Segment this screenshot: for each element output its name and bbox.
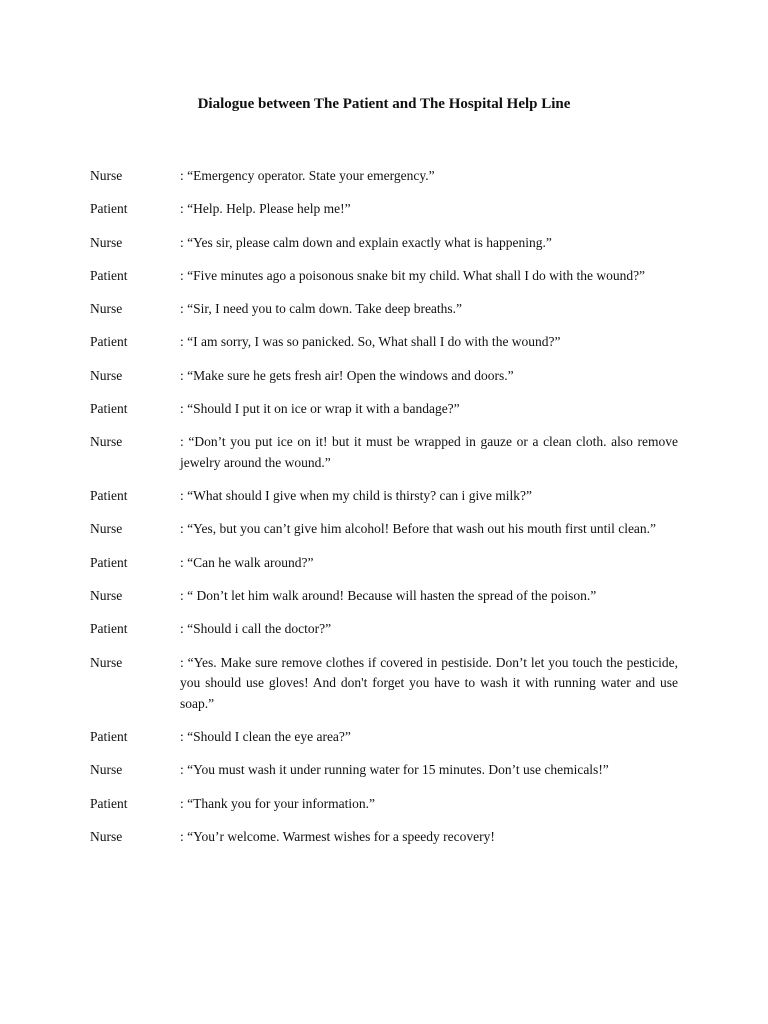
speaker-label: Nurse <box>90 521 123 537</box>
speech-text: : “Yes sir, please calm down and explain exactly what is happening.” <box>180 234 552 250</box>
dialogue-line <box>90 653 678 715</box>
speaker-label: Nurse <box>90 828 123 844</box>
speech-text: : “Should I put it on ice or wrap it with a bandage?” <box>180 401 460 417</box>
dialogue-line <box>90 586 678 607</box>
dialogue-line <box>90 432 678 473</box>
speaker-label: Nurse <box>90 301 123 317</box>
speech-text: : “What should I give when my child is thirsty? can i give milk?” <box>180 488 533 504</box>
speaker-label: Nurse <box>90 762 123 778</box>
speaker-label: Patient <box>90 201 128 217</box>
dialogue-line <box>90 519 678 540</box>
document-title: Dialogue between The Patient and The Hospital Help Line <box>197 96 571 112</box>
speaker-label: Nurse <box>90 168 123 183</box>
dialogue-line <box>90 619 678 640</box>
speaker-label: Patient <box>90 621 128 637</box>
speaker-label: Nurse <box>90 654 123 670</box>
speech-text: : “Should I clean the eye area?” <box>180 728 351 744</box>
dialogue-line <box>90 233 678 254</box>
dialogue-line <box>90 760 678 781</box>
speech-text: : “I am sorry, I was so panicked. So, What shall I do with the wound?” <box>180 334 561 350</box>
speaker-label: Patient <box>90 401 128 417</box>
dialogue-line <box>90 166 678 187</box>
speech-text: : “ Don’t let him walk around! Because will hasten the spread of the poison.” <box>180 588 597 604</box>
speaker-label: Nurse <box>90 434 123 450</box>
speech-text: : “Five minutes ago a poisonous snake bit my child. What shall I do with the wound?” <box>180 267 646 283</box>
dialogue-line <box>90 366 678 387</box>
speaker-label: Patient <box>90 334 128 350</box>
dialogue-line <box>90 794 678 815</box>
speech-text: : “Make sure he gets fresh air! Open the windows and doors.” <box>180 367 514 383</box>
speaker-label: Nurse <box>90 367 123 383</box>
speech-text: : “You’r welcome. Warmest wishes for a speedy recovery! <box>180 828 495 844</box>
speech-text: : “Should i call the doctor?” <box>180 621 332 637</box>
speaker-label: Patient <box>90 554 128 570</box>
speech-text: : “Yes, but you can’t give him alcohol! Before that wash out his mouth first until clean.” <box>180 521 657 537</box>
speech-text: : “You must wash it under running water for 15 minutes. Don’t use chemicals!” <box>180 762 609 778</box>
dialogue-line <box>90 266 678 287</box>
speech-text: : “Sir, I need you to calm down. Take deep breaths.” <box>180 301 463 317</box>
speech-text: : “Can he walk around?” <box>180 554 314 570</box>
speech-text: : “Thank you for your information.” <box>180 795 375 811</box>
speech-text: : “Yes. Make sure remove clothes if covered in pestiside. Don’t let you touch the pesticide, you should use gloves! And don't forget you have to wash it with running water and use soap.” <box>180 654 678 711</box>
dialogue-list <box>90 166 678 860</box>
dialogue-line <box>90 399 678 420</box>
dialogue-line <box>90 486 678 507</box>
dialogue-line <box>90 827 678 848</box>
dialogue-line <box>90 332 678 353</box>
speaker-label: Nurse <box>90 234 123 250</box>
speaker-label: Patient <box>90 488 128 504</box>
speaker-label: Nurse <box>90 588 123 604</box>
dialogue-line <box>90 553 678 574</box>
speaker-label: Patient <box>90 795 128 811</box>
speech-text: : “Emergency operator. State your emergency.” <box>180 168 435 183</box>
dialogue-line <box>90 727 678 748</box>
speaker-label: Patient <box>90 267 128 283</box>
dialogue-line <box>90 199 678 220</box>
speech-text: : “Don’t you put ice on it! but it must be wrapped in gauze or a clean cloth. also remove jewelry around the wound.” <box>180 434 678 470</box>
speaker-label: Patient <box>90 728 128 744</box>
speech-text: : “Help. Help. Please help me!” <box>180 201 351 217</box>
dialogue-line <box>90 299 678 320</box>
